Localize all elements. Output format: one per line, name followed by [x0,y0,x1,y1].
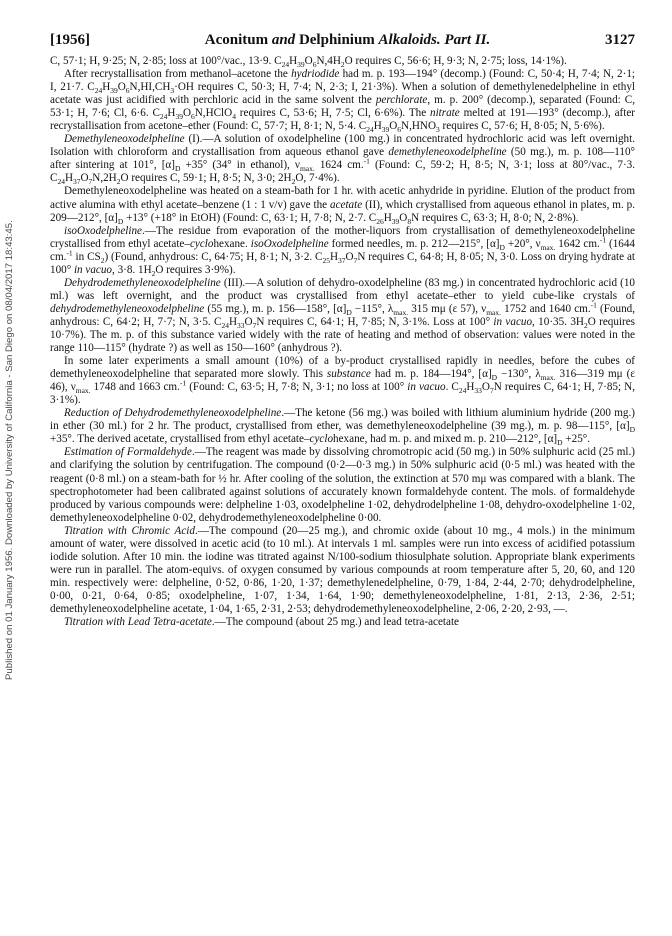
page-number: 3127 [605,32,635,48]
paragraph: Dehydrodemethyleneoxodelpheline (III).—A solution of dehydro-oxodelpheline (83 mg.) in concentrated hydrochloric acid (10 ml.) was left overnight, and the product was crystallised from ethyl acetate–ether to yield cube-like crystals of dehydrodemethyleneoxodelpheline (55 mg.), m. p. 156—158°, $[\alpha]_D -115^\circ$, $\lambda_{max.}$ 315 mμ (ε 57), $\nu_{max.}$ 1752 and 1640 cm.$^{-1}$ (Found, anhydrous: C, 64·2; H, 7·7; N, 3·5. $C_{24}H_{33}O_7N$ requires C, 64·1; H, 7·85; N, 3·1%. Loss at 100° in vacuo, 10·35. $3H_2O$ requires 10·7%). The m. p. of this substance varied widely with the rate of heating and method of observation: values were noted in the range 110—115° (hydrate ?) as well as 150—160° (anhydrous ?). [50,276,635,355]
paragraph: Estimation of Formaldehyde.—The reagent was made by dissolving chromotropic acid (50 mg.) in 50% sulphuric acid (25 ml.) and clarifying the solution by centrifugation. The compound (0·2—0·3 mg.) in 50% sulphuric acid (0·5 ml.) was heated with the reagent (0·8 ml.) on a steam-bath for ½ hr. After cooling of the solution, the extinction at 570 mμ was compared with a blank. The spectrophotometer had been calibrated against solutions of accurately known formaldehyde content. The mols. of formaldehyde produced by various compounds were: delpheline 1·03, oxodelpheline 1·02, dehydrodelpheline 1·08, dehydro-oxodelpheline 1·02, demethyleneoxodelpheline 0·02, dehydrodemethyleneoxodelpheline 0·00. [50,446,635,524]
paragraph: Titration with Chromic Acid.—The compound (20—25 mg.), and chromic oxide (about 10 mg., 4 mols.) in the minimum amount of water, were dissolved in acetic acid (to 10 ml.). At intervals 1 ml. samples were run into excess of acidified potassium iodide solution. After 10 min. the iodine was titrated against N/100-sodium thiosulphate solution. Appropriate blank experiments were run in parallel. The atom-equivs. of oxygen consumed by various compounds at room temperature after 5, 20, 60, and 120 min. respectively were: delpheline, 0·52, 0·86, 1·20, 1·37; demethylenedelpheline, 0·79, 1·84, 2·44, 2·70; dehydrodelpheline, 0·00, 0·21, 0·64, 0·85; oxodelpheline, 1·07, 1·34, 1·64, 1·90; demethyleneoxodelpheline, 1·81, 2·13, 2·36, 2·51; demethyleneoxodelpheline acetate, 1·04, 1·65, 2·31, 2·53; dehydrodemethyleneoxodelpheline, 2·06, 2·20, 2·93, —. [50,524,635,615]
download-notice: Published on 01 January 1956. Downloaded by University of California - San Diego on 08/04/2017 18:43:45. [4,220,15,680]
journal-page [50,32,635,629]
paragraph: Titration with Lead Tetra-acetate.—The compound (about 25 mg.) and lead tetra-acetate [64,616,460,629]
header-year: [1956] [50,32,90,48]
article-body [50,55,635,629]
paragraph: Demethyleneoxodelpheline (I).—A solution of oxodelpheline (100 mg.) in concentrated hydrochloric acid was left overnight. Isolation with chloroform and crystallisation from aqueous ethanol gave demethyleneoxodelpheline (50 mg.), m. p. 108—110° after sintering at 101°, $[\alpha]_D +35^\circ$ (34° in ethanol), $\nu_{max.}$ 1624 cm.$^{-1}$ (Found: C, 59·2; H, 8·5; N, 3·1; loss at 80°/vac., 7·3. $C_{24}H_{37}O_7N,2H_2O$ requires C, 59·1; H, 8·5; N, 3·0; $2H_2O$, 7·4%). [50,133,636,187]
paragraph: In some later experiments a small amount (10%) of a by-product crystallised rapidly in needles, before the cubes of demethyleneoxodelpheline that separated more slowly. This substance had m. p. 184—194°, $[\alpha]_D -130^\circ$, $\lambda_{max.}$ 316—319 mμ (ε 46), $\nu_{max.}$ 1748 and 1663 cm.$^{-1}$ (Found: C, 63·5; H, 7·8; N, 3·1; no loss at 100° in vacuo. $C_{24}H_{33}O_7N$ requires C, 64·1; H, 7·85; N, 3·1%). [50,355,635,407]
paragraph: C, 57·1; H, 9·25; N, 2·85; loss at 100°/vac., 13·9. $C_{24}H_{39}O_6N,4H_2O$ requires C, 56·6; H, 9·3; N, 2·75; loss, 14·1%). [50,55,567,70]
paragraph: After recrystallisation from methanol–acetone the hydriodide had m. p. 193—194° (decomp.) (Found: C, 50·4; H, 7·4; N, 2·1; I, 21·7. $C_{24}H_{39}O_6N,HI,CH_3\cdot OH$ requires C, 50·3; H, 7·4; N, 2·3; I, 21·3%). When a solution of demethylenedelpheline in ethyl acetate was just acidified with perchloric acid in the same solvent the perchlorate, m. p. 200° (decomp.), separated (Found: C, 53·1; H, 7·6; Cl, 6·6. $C_{24}H_{39}O_6N,HClO_4$ requires C, 53·6; H, 7·5; Cl, 6·6%). The nitrate melted at 191—193° (decomp.), after recrystallisation from acetone–ether (Found: C, 57·7; H, 8·1; N, 5·4. $C_{24}H_{39}O_6N,HNO_3$ requires C, 57·6; H, 8·05; N, 5·6%). [50,68,635,135]
paragraph: Reduction of Dehydrodemethyleneoxodelpheline.—The ketone (56 mg.) was boiled with lithium aluminium hydride (200 mg.) in ether (30 ml.) for 2 hr. The product, crystallised from ether, was demethyleneoxodelpheline (39 mg.), m. p. 98—115°, $[\alpha]_D +35^\circ$. The derived acetate, crystallised from ethyl acetate–cyclohexane, had m. p. and mixed m. p. 210—212°, $[\alpha]_D +25^\circ$. [50,407,635,448]
running-header [50,32,635,49]
paragraph: Demethyleneoxodelpheline was heated on a steam-bath for 1 hr. with acetic anhydride in pyridine. Elution of the product from active alumina with ethyl acetate–benzene (1 : 1 v/v) gave the acetate (II), which crystallised from aqueous ethanol in plates, m. p. 209—212°, $[\alpha]_D +13^\circ$ (+18° in EtOH) (Found: C, 63·1; H, 7·8; N, 2·7. $C_{26}H_{39}O_8N$ requires C, 63·3; H, 8·0; N, 2·8%). [50,185,635,226]
paragraph: isoOxodelpheline.—The residue from evaporation of the mother-liquors from crystallisation of demethyleneoxodelpheline crystallised from ethyl acetate–cyclohexane. isoOxodelpheline formed needles, m. p. 212—215°, $[\alpha]_D +20^\circ$, $\nu_{max.}$ 1642 cm.$^{-1}$ (1644 cm.$^{-1}$ in $CS_2$) (Found, anhydrous: C, 64·75; H, 8·1; N, 3·2. $C_{25}H_{37}O_7N$ requires C, 64·8; H, 8·05; N, 3·0. Loss on drying hydrate at 100° in vacuo, 3·8. $1H_2O$ requires 3·9%). [50,224,635,278]
header-title: Aconitum and Delphinium Alkaloids. Part II. [204,32,491,48]
